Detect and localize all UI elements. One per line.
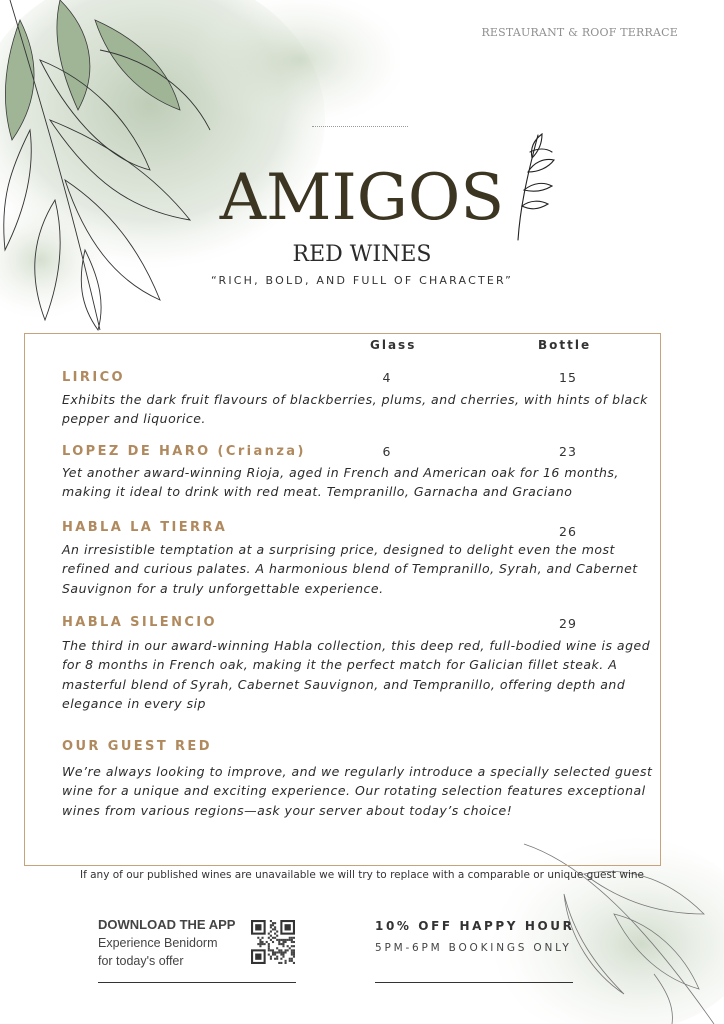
wine-name: LOPEZ DE HARO (Crianza): [62, 444, 306, 459]
wine-description: The third in our award-winning Habla collection, this deep red, full-bodied wine is aged for 8 months in French oak, making it the perfect match for Galician fillet steak. A masterful blend of Syrah, Cabernet Sauvignon, and Tempranillo, offering depth and elegance in every sip: [62, 638, 651, 711]
menu-subtitle: RED WINES: [292, 242, 432, 267]
wine-name: OUR GUEST RED: [62, 739, 212, 754]
tagline: RESTAURANT & ROOF TERRACE: [481, 26, 678, 39]
wine-description: We’re always looking to improve, and we regularly introduce a specially selected guest wine for a unique and exciting experience. Our rotating selection features exceptional wines from various regions—ask your server about today’s choice!: [62, 764, 653, 818]
brand-title: AMIGOS: [219, 161, 505, 235]
wine-name: HABLA SILENCIO: [62, 615, 217, 630]
bottle-price: 26: [559, 524, 577, 539]
glass-price: 6: [382, 444, 392, 459]
wine-description: Yet another award-winning Rioja, aged in French and American oak for 16 months, making it ideal to drink with red meat. Tempranillo, Garnacha and Graciano: [62, 465, 619, 500]
app-promo-title: DOWNLOAD THE APP: [98, 917, 236, 932]
happy-hour-title: 10% OFF HAPPY HOUR: [375, 919, 575, 933]
wine-name: HABLA LA TIERRA: [62, 520, 228, 535]
wine-name: LIRICO: [62, 370, 125, 385]
bottle-column-header: Bottle: [538, 338, 592, 352]
menu-quote: “RICH, BOLD, AND FULL OF CHARACTER”: [210, 274, 514, 287]
divider: [375, 982, 573, 983]
bottle-price: 15: [559, 370, 577, 385]
app-promo-line: Experience Benidorm: [98, 936, 218, 950]
happy-hour-subtitle: 5PM-6PM BOOKINGS ONLY: [375, 942, 572, 954]
glass-column-header: Glass: [370, 338, 417, 352]
bottle-price: 23: [559, 444, 577, 459]
sprig-icon: [508, 130, 560, 242]
qr-code-icon: [251, 920, 295, 966]
divider: [98, 982, 296, 983]
app-promo-line: for today's offer: [98, 954, 184, 968]
wine-description: An irresistible temptation at a surprising price, designed to delight even the most refined and curious palates. A harmonious blend of Tempranillo, Syrah, and Cabernet Sauvignon for a truly unforgettable experience.: [62, 542, 638, 596]
glass-price: 4: [382, 370, 392, 385]
availability-note: If any of our published wines are unavailable we will try to replace with a comparable or unique guest wine: [79, 869, 644, 881]
bottle-price: 29: [559, 616, 577, 631]
dotted-divider: [312, 126, 408, 127]
wine-description: Exhibits the dark fruit flavours of blackberries, plums, and cherries, with hints of black pepper and liquorice.: [62, 392, 648, 427]
